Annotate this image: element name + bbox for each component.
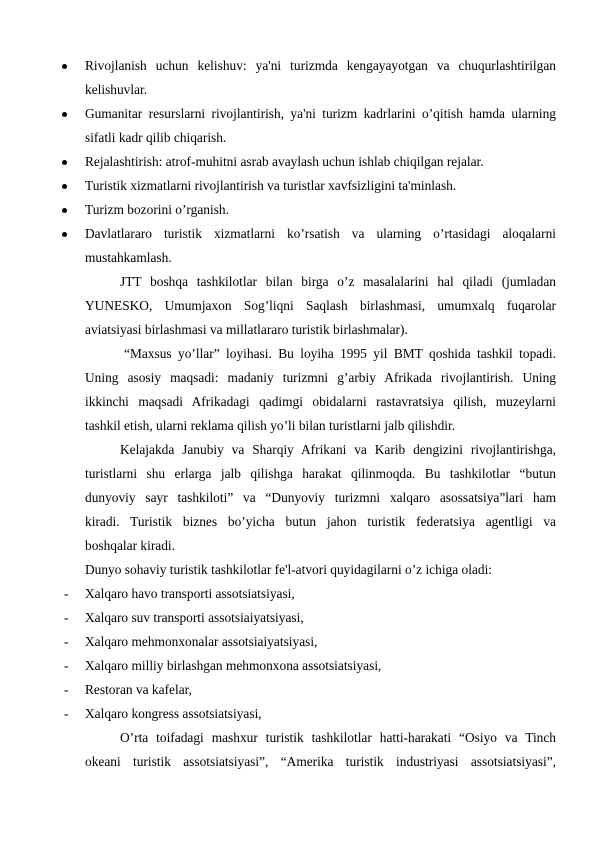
paragraph-line: JTT boshqa tashkilotlar bilan birga o’z masalalarini hal qiladi (jumladan — [120, 274, 556, 289]
bullet-icon — [62, 112, 67, 117]
list-item: Restoran va kafelar, — [85, 682, 192, 697]
bullet-line: Gumanitar resurslarni rivojlantirish, ya'ni turizm kadrlarini o’qitish hamda ularning — [85, 106, 556, 121]
list-item: Xalqaro milliy birlashgan mehmonxona assotsiatsiyasi, — [85, 658, 382, 673]
bullet-icon — [62, 184, 67, 189]
bullet-line: Turistik xizmatlarni rivojlantirish va turistlar xavfsizligini ta'minlash. — [85, 178, 457, 193]
paragraph-line: turistlarni shu erlarga jalb qilishga harakat qilinmoqda. Bu tashkilotlar “butun — [85, 466, 556, 481]
paragraph-line: kiradi. Turistik biznes bo’yicha butun jahon turistik federatsiya agentligi va — [85, 514, 556, 529]
paragraph-line: tashkil etish, ularni reklama qilish yo’li bilan turistlarni jalb qilishdir. — [85, 418, 456, 433]
dash-marker: - — [64, 586, 69, 601]
list-item: Xalqaro kongress assotsiatsiyasi, — [85, 706, 262, 721]
paragraph-line: Uning asosiy maqsadi: madaniy turizmni g’arbiy Afrikada rivojlantirish. Uning — [85, 370, 556, 385]
list-item: Xalqaro mehmonxonalar assotsiaiyatsiyasi, — [85, 634, 318, 649]
list-item: Xalqaro havo transporti assotsiatsiyasi, — [85, 586, 295, 601]
bullet-icon — [62, 208, 67, 213]
dash-marker: - — [64, 706, 69, 721]
intro-line: Dunyo sohaviy turistik tashkilotlar fe'l-atvori quyidagilarni o’z ichiga oladi: — [85, 562, 493, 577]
bullet-line: kelishuvlar. — [85, 82, 148, 97]
paragraph-line: okeani turistik assotsiatsiyasi”, “Amerika turistik industriyasi assotsiatsiyasi”, — [85, 754, 556, 769]
bullet-line: Rejalashtirish: atrof-muhitni asrab avaylash uchun ishlab chiqilgan rejalar. — [85, 154, 484, 169]
dash-marker: - — [64, 658, 69, 673]
paragraph-line: “Maxsus yo’llar” loyihasi. Bu loyiha 1995 yil BMT qoshida tashkil topadi. — [124, 346, 556, 361]
list-item: Xalqaro suv transporti assotsiaiyatsiyasi, — [85, 610, 304, 625]
dash-marker: - — [64, 634, 69, 649]
dash-marker: - — [64, 682, 69, 697]
bullet-line: Rivojlanish uchun kelishuv: ya'ni turizmda kengayayotgan va chuqurlashtirilgan — [85, 58, 556, 73]
bullet-icon — [62, 160, 67, 165]
paragraph-line: O’rta toifadagi mashxur turistik tashkilotlar hatti-harakati “Osiyo va Tinch — [120, 730, 556, 745]
dash-marker: - — [64, 610, 69, 625]
bullet-icon — [62, 64, 67, 69]
bullet-icon — [62, 232, 67, 237]
paragraph-line: boshqalar kiradi. — [85, 538, 175, 553]
paragraph-line: dunyoviy sayr tashkiloti” va “Dunyoviy turizmni xalqaro asossatsiya”lari ham — [85, 490, 556, 505]
bullet-line: sifatli kadr qilib chiqarish. — [85, 130, 227, 145]
bullet-line: Turizm bozorini o’rganish. — [85, 202, 229, 217]
bullet-line: mustahkamlash. — [85, 250, 172, 265]
paragraph-line: ikkinchi maqsadi Afrikadagi qadimgi obidalarni rastavratsiya qilish, muzeylarni — [85, 394, 556, 409]
paragraph-line: aviatsiyasi birlashmasi va millatlararo turistik birlashmalar). — [85, 322, 408, 337]
paragraph-line: Kelajakda Janubiy va Sharqiy Afrikani va Karib dengizini rivojlantirishga, — [120, 442, 556, 457]
paragraph-line: YUNESKO, Umumjaxon Sog’liqni Saqlash birlashmasi, umumxalq fuqarolar — [85, 298, 556, 313]
bullet-line: Davlatlararo turistik xizmatlarni ko’rsatish va ularning o’rtasidagi aloqalarni — [85, 226, 556, 241]
